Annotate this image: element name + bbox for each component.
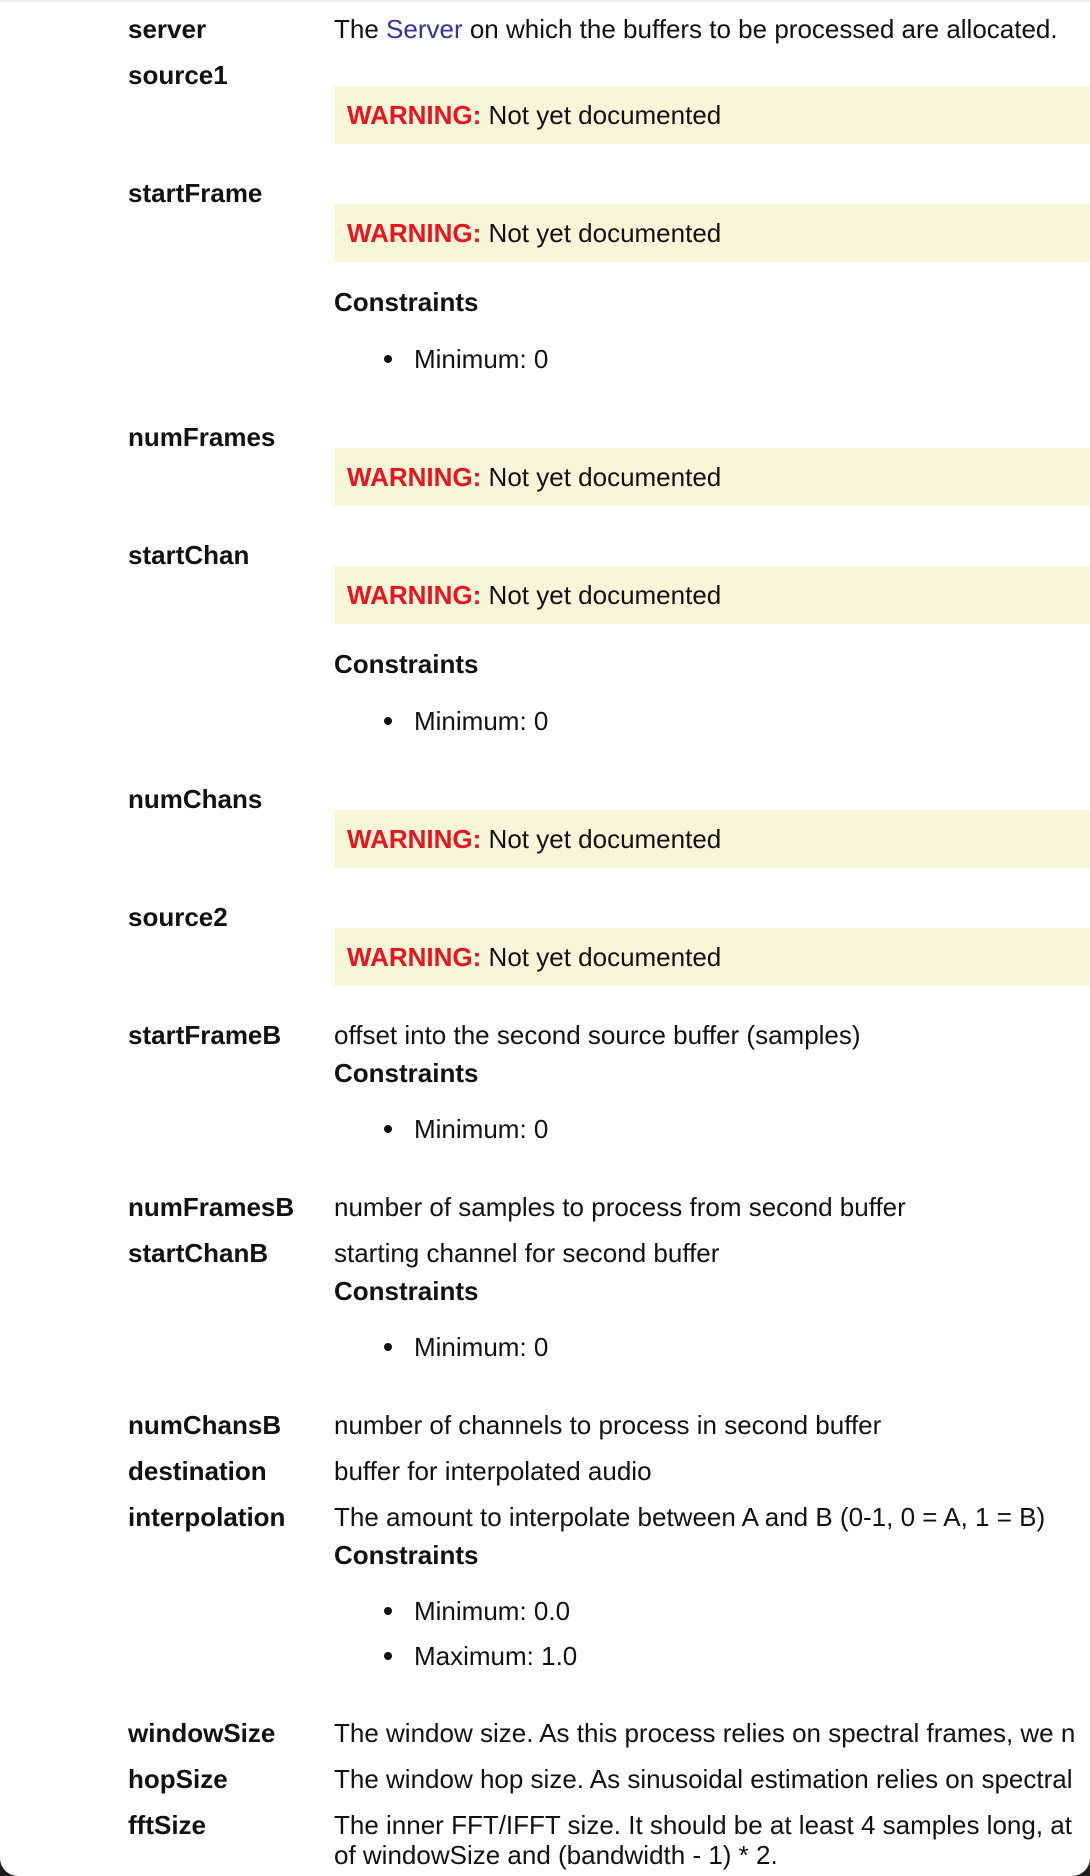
constraint-minimum: Minimum: 0.0 [414, 1596, 571, 1626]
list-bullet [384, 717, 392, 725]
desc-text: The [334, 14, 387, 44]
warning-box [334, 566, 1090, 624]
constraint-minimum: Minimum: 0 [414, 344, 549, 374]
list-bullet [384, 1125, 392, 1133]
param-name-numFramesB: numFramesB [128, 1192, 295, 1222]
warning-label: WARNING: [347, 462, 482, 492]
constraint-minimum: Minimum: 0 [414, 706, 549, 736]
constraint-maximum: Maximum: 1.0 [414, 1641, 578, 1671]
warning-text [347, 942, 721, 972]
param-desc-interpolation: The amount to interpolate between A and B (0-1, 0 = A, 1 = B) [334, 1502, 1046, 1532]
warning-message: Not yet documented [481, 462, 722, 492]
param-name-server: server [128, 14, 207, 44]
warning-box [334, 448, 1090, 506]
list-bullet [384, 1652, 392, 1660]
warning-message: Not yet documented [481, 100, 722, 130]
warning-text [347, 218, 721, 248]
param-name-windowSize: windowSize [128, 1718, 276, 1748]
param-name-hopSize: hopSize [128, 1764, 228, 1794]
warning-box [334, 928, 1090, 986]
param-name-startChan: startChan [128, 540, 250, 570]
warning-text [347, 580, 721, 610]
param-name-numFrames: numFrames [128, 422, 276, 452]
param-desc-destination: buffer for interpolated audio [334, 1456, 652, 1486]
constraints-heading: Constraints [334, 287, 479, 317]
warning-message: Not yet documented [481, 580, 722, 610]
param-name-startFrameB: startFrameB [128, 1020, 282, 1050]
param-desc-fftSize-line2: of windowSize and (bandwidth - 1) * 2. [334, 1840, 778, 1870]
desc-text: on which the buffers to be processed are allocated. [462, 14, 1058, 44]
param-name-startChanB: startChanB [128, 1238, 269, 1268]
constraints-heading: Constraints [334, 649, 479, 679]
warning-label: WARNING: [347, 942, 482, 972]
constraint-minimum: Minimum: 0 [414, 1332, 549, 1362]
param-desc-fftSize-line1: The inner FFT/IFFT size. It should be at least 4 samples long, at [334, 1810, 1072, 1840]
constraint-minimum: Minimum: 0 [414, 1114, 549, 1144]
warning-label: WARNING: [347, 580, 482, 610]
list-bullet [384, 355, 392, 363]
warning-text [347, 100, 721, 130]
param-desc-numChansB: number of channels to process in second buffer [334, 1410, 882, 1440]
top-edge-shadow [0, 0, 1090, 3]
warning-message: Not yet documented [481, 218, 722, 248]
param-desc-hopSize: The window hop size. As sinusoidal estimation relies on spectral [334, 1764, 1073, 1794]
warning-text [347, 462, 721, 492]
warning-label: WARNING: [347, 100, 482, 130]
list-bullet [384, 1343, 392, 1351]
warning-label: WARNING: [347, 218, 482, 248]
warning-box [334, 86, 1090, 144]
param-desc-server [334, 14, 1058, 44]
warning-label: WARNING: [347, 824, 482, 854]
param-name-source2: source2 [128, 902, 228, 932]
param-desc-windowSize: The window size. As this process relies on spectral frames, we n [334, 1718, 1076, 1748]
warning-message: Not yet documented [481, 942, 722, 972]
param-desc-startFrameB: offset into the second source buffer (samples) [334, 1020, 861, 1050]
warning-box [334, 204, 1090, 262]
server-link[interactable]: Server [386, 14, 463, 44]
param-name-source1: source1 [128, 60, 228, 90]
constraints-heading: Constraints [334, 1540, 479, 1570]
param-desc-startChanB: starting channel for second buffer [334, 1238, 720, 1268]
param-name-startFrame: startFrame [128, 178, 263, 208]
param-name-numChansB: numChansB [128, 1410, 282, 1440]
param-name-destination: destination [128, 1456, 267, 1486]
constraints-heading: Constraints [334, 1276, 479, 1306]
constraints-heading: Constraints [334, 1058, 479, 1088]
param-desc-numFramesB: number of samples to process from second buffer [334, 1192, 906, 1222]
param-name-fftSize: fftSize [128, 1810, 206, 1840]
warning-message: Not yet documented [481, 824, 722, 854]
param-name-numChans: numChans [128, 784, 263, 814]
list-bullet [384, 1607, 392, 1615]
warning-text [347, 824, 721, 854]
warning-box [334, 810, 1090, 868]
param-name-interpolation: interpolation [128, 1502, 286, 1532]
